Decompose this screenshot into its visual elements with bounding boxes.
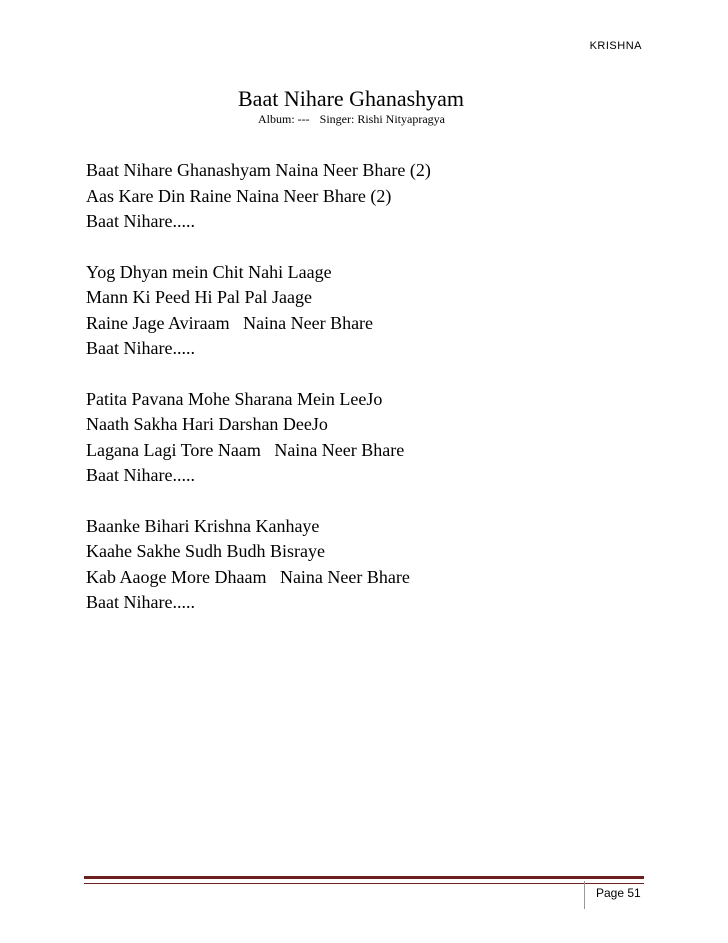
- stanza-3: [86, 387, 646, 489]
- song-meta: [258, 112, 445, 127]
- lyric-line: Patita Pavana Mohe Sharana Mein LeeJo: [86, 388, 383, 409]
- stanza-2: [86, 260, 646, 362]
- lyric-line: Naath Sakha Hari Darshan DeeJo: [86, 414, 328, 434]
- lyric-line: Baat Nihare.....: [86, 211, 195, 231]
- page-number: Page 51: [596, 886, 641, 900]
- lyric-line: Kaahe Sakhe Sudh Budh Bisraye: [86, 541, 325, 561]
- stanza-1: [86, 158, 646, 235]
- singer-text: Singer: Rishi Nityapragya: [319, 112, 445, 126]
- lyric-line: Raine Jage Aviraam Naina Neer Bhare: [86, 312, 374, 333]
- footer-divider: [84, 876, 644, 884]
- lyric-line: Yog Dhyan mein Chit Nahi Laage: [86, 261, 332, 282]
- lyric-line: Mann Ki Peed Hi Pal Pal Jaage: [86, 287, 312, 307]
- lyric-line: Lagana Lagi Tore Naam Naina Neer Bhare: [86, 439, 405, 460]
- lyric-line: Aas Kare Din Raine Naina Neer Bhare (2): [86, 185, 392, 206]
- stanza-4: [86, 514, 646, 616]
- lyric-line: Baat Nihare.....: [86, 465, 195, 485]
- song-title: Baat Nihare Ghanashyam: [238, 86, 465, 111]
- lyric-line: Baanke Bihari Krishna Kanhaye: [86, 515, 320, 536]
- album-text: Album: ---: [258, 112, 310, 126]
- running-header: KRISHNA: [589, 40, 642, 52]
- lyric-line: Baat Nihare Ghanashyam Naina Neer Bhare (2): [86, 160, 431, 180]
- lyric-line: Kab Aaoge More Dhaam Naina Neer Bhare: [86, 566, 410, 587]
- lyric-line: Baat Nihare.....: [86, 592, 195, 612]
- lyrics-body: [86, 158, 646, 641]
- lyric-line: Baat Nihare.....: [86, 338, 195, 358]
